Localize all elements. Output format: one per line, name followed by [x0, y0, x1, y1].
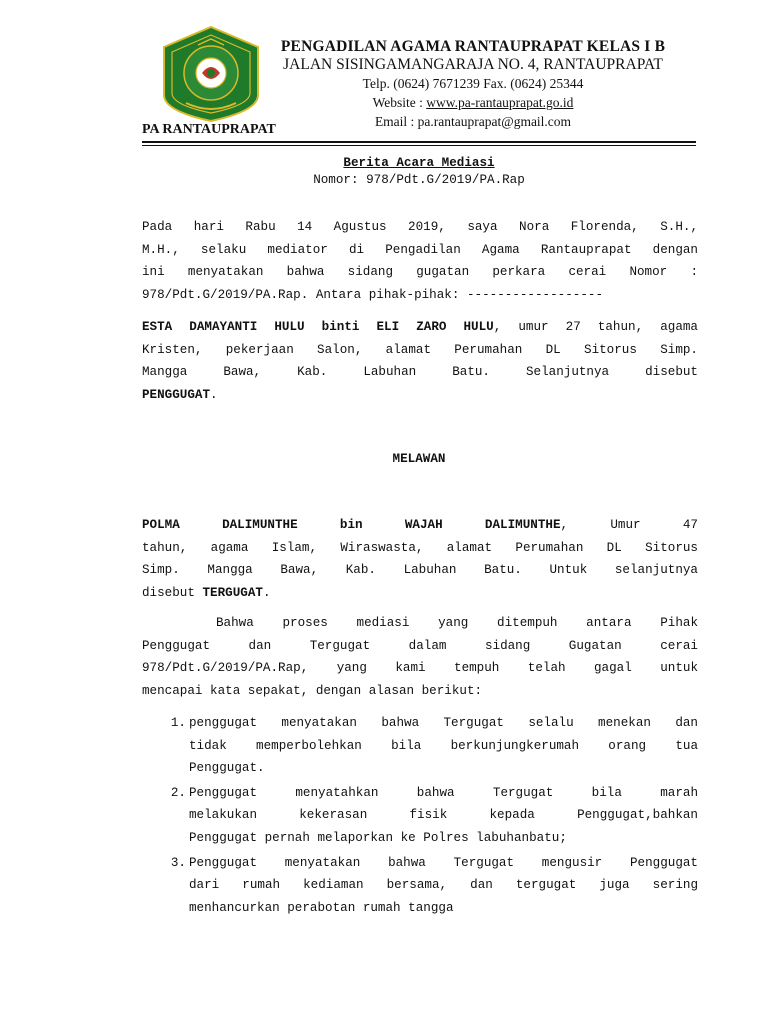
intro-line: 978/Pdt.G/2019/PA.Rap. Antara pihak-pihak: ------------------: [142, 287, 604, 302]
defendant-line1-rest: , Umur 47: [560, 518, 698, 532]
reason-line: Penggugat menyatahkan bahwa Tergugat bila marah: [189, 785, 698, 800]
reason-line: melakukan kekerasan fisik kepada Penggugat,bahkan: [189, 808, 698, 823]
reason-line: Penggugat.: [189, 761, 265, 776]
reason-line: menhancurkan perabotan rumah tangga: [189, 900, 454, 915]
list-item: [142, 712, 698, 780]
institution-website: [278, 93, 668, 112]
list-item: [142, 782, 698, 850]
defendant-paragraph: [142, 514, 698, 604]
result-line: Penggugat dan Tergugat dalam sidang Gugatan cerai: [142, 638, 698, 653]
website-link[interactable]: www.pa-rantauprapat.go.id: [426, 95, 574, 110]
list-number: 3.: [170, 855, 186, 870]
defendant-line: [142, 514, 698, 537]
plaintiff-paragraph: [142, 316, 698, 406]
list-item: [142, 852, 698, 920]
versus-heading: MELAWAN: [392, 452, 446, 466]
intro-line: Pada hari Rabu 14 Agustus 2019, saya Nora Florenda, S.H.,: [142, 220, 698, 234]
plaintiff-role: PENGGUGAT: [142, 387, 211, 402]
plaintiff-role-end: .: [210, 387, 218, 402]
reason-line: dari rumah kediaman bersama, dan tergugat juga sering: [189, 878, 698, 893]
letterhead-divider: [142, 141, 696, 143]
document-title-block: [142, 155, 696, 189]
plaintiff-line1-rest: , umur 27 tahun, agama: [493, 320, 698, 334]
plaintiff-line: [142, 316, 698, 339]
reason-line: tidak memperbolehkan bila berkunjungkerumah orang tua: [189, 738, 698, 753]
mediation-result-paragraph: [142, 612, 698, 702]
reason-line: Penggugat menyatakan bahwa Tergugat mengusir Penggugat: [189, 855, 698, 870]
reasons-list: [142, 712, 698, 921]
intro-line: ini menyatakan bahwa sidang gugatan perkara cerai Nomor :: [142, 265, 698, 280]
list-text: [186, 782, 698, 850]
website-label: Website :: [372, 95, 427, 110]
document-number: Nomor: 978/Pdt.G/2019/PA.Rap: [313, 173, 525, 187]
document-title: Berita Acara Mediasi: [343, 156, 495, 170]
institution-email: Email : pa.rantauprapat@gmail.com: [374, 114, 572, 129]
defendant-role: TERGUGAT: [202, 585, 263, 600]
reason-line: Penggugat pernah melaporkan ke Polres labuhanbatu;: [189, 830, 567, 845]
intro-line: M.H., selaku mediator di Pengadilan Agama Rantauprapat dengan: [142, 242, 698, 257]
defendant-line4-prefix: disebut: [142, 585, 203, 600]
list-number: 2.: [170, 785, 186, 800]
list-number: 1.: [170, 716, 186, 730]
institution-phone: Telp. (0624) 7671239 Fax. (0624) 25344: [362, 76, 584, 91]
result-line: Bahwa proses mediasi yang ditempuh antara Pihak: [216, 616, 698, 630]
result-line: mencapai kata sepakat, dengan alasan berikut:: [142, 683, 483, 698]
plaintiff-name: ESTA DAMAYANTI HULU binti ELI ZARO HULU: [142, 320, 494, 334]
result-line: 978/Pdt.G/2019/PA.Rap, yang kami tempuh telah gagal untuk: [142, 661, 698, 676]
defendant-name: POLMA DALIMUNTHE bin WAJAH DALIMUNTHE: [142, 518, 561, 532]
defendant-line: tahun, agama Islam, Wiraswasta, alamat Perumahan DL Sitorus: [142, 540, 698, 555]
plaintiff-line: [142, 384, 698, 407]
letterhead: [278, 38, 668, 131]
institution-address: JALAN SISINGAMANGARAJA NO. 4, RANTAUPRAPAT: [283, 56, 663, 73]
institution-name: PENGADILAN AGAMA RANTAUPRAPAT KELAS I B: [280, 38, 666, 55]
court-emblem-icon: [158, 25, 264, 123]
plaintiff-line: Kristen, pekerjaan Salon, alamat Perumahan DL Sitorus Simp.: [142, 342, 698, 357]
list-text: [186, 852, 698, 920]
defendant-role-end: .: [262, 585, 271, 600]
list-text: [186, 712, 698, 780]
reason-line: penggugat menyatakan bahwa Tergugat selalu menekan dan: [189, 716, 698, 730]
plaintiff-line: Mangga Bawa, Kab. Labuhan Batu. Selanjutnya disebut: [142, 365, 698, 380]
letterhead-divider-thin: [142, 145, 696, 146]
intro-paragraph: [142, 216, 698, 306]
defendant-line: Simp. Mangga Bawa, Kab. Labuhan Batu. Untuk selanjutnya: [142, 563, 698, 578]
institution-short-name: PA RANTAUPRAPAT: [142, 122, 276, 137]
defendant-line: [142, 582, 698, 605]
